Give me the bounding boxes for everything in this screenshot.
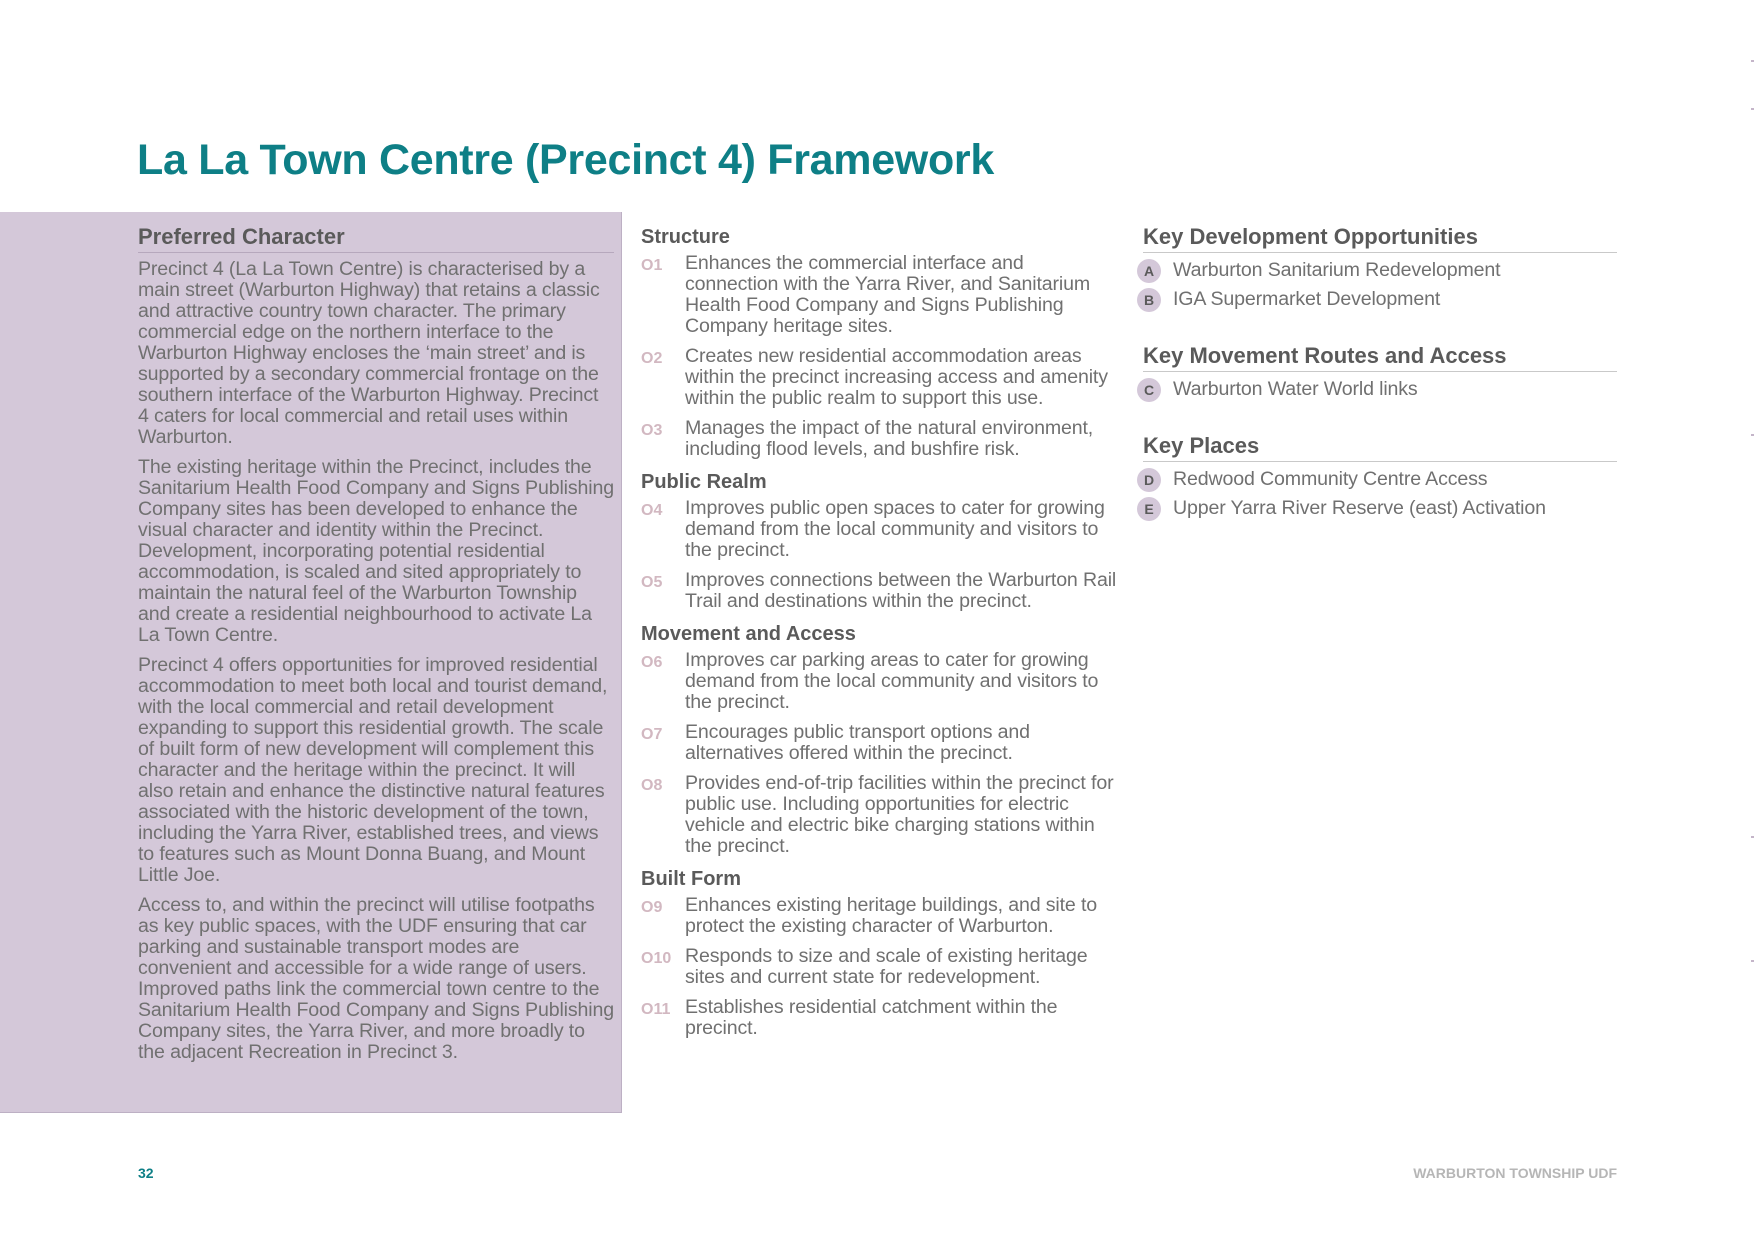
objective-text: Improves connections between the Warburton Rail Trail and destinations within the precinct. xyxy=(685,569,1117,612)
objectives-column xyxy=(641,224,1119,1048)
key-badge: D xyxy=(1137,468,1161,492)
page-number: 32 xyxy=(138,1165,154,1181)
objective-number: O6 xyxy=(641,654,663,671)
key-item xyxy=(1143,259,1617,282)
key-section-heading: Key Development Opportunities xyxy=(1143,224,1617,253)
objective-text: Establishes residential catchment within the precinct. xyxy=(685,996,1058,1039)
key-item-text: Warburton Sanitarium Redevelopment xyxy=(1173,259,1501,281)
objective-group-heading: Structure xyxy=(641,226,730,248)
key-badge: A xyxy=(1137,259,1161,283)
objective-item xyxy=(641,418,1119,460)
key-section-heading: Key Movement Routes and Access xyxy=(1143,343,1617,372)
objective-number: O9 xyxy=(641,899,663,916)
objective-text: Provides end-of-trip facilities within the precinct for public use. Including opportunities for electric vehicle and electric bike charging stations within the precinct. xyxy=(685,772,1114,857)
key-badge: C xyxy=(1137,378,1161,402)
objective-number: O7 xyxy=(641,726,663,743)
objective-number: O8 xyxy=(641,777,663,794)
key-item xyxy=(1143,288,1617,311)
preferred-character-heading: Preferred Character xyxy=(138,224,614,253)
objective-text: Responds to size and scale of existing heritage sites and current state for redevelopment. xyxy=(685,945,1088,988)
preferred-character-paragraph: Precinct 4 offers opportunities for improved residential accommodation to meet both local and tourist demand, with the local commercial and retail development expanding to support this residential growth. The scale of built form of new development will complement this character and the heritage within the precinct. It will also retain and enhance the distinctive natural features associated with the historic development of the town, including the Yarra River, established trees, and views to features such as Mount Donna Buang, and Mount Little Joe. xyxy=(138,654,608,886)
key-item-text: Upper Yarra River Reserve (east) Activation xyxy=(1173,497,1546,519)
key-section-heading: Key Places xyxy=(1143,433,1617,462)
key-elements-column xyxy=(1143,224,1617,552)
key-badge: E xyxy=(1137,497,1161,521)
objective-item xyxy=(641,895,1119,937)
objective-text: Improves public open spaces to cater for growing demand from the local community and visitors to the precinct. xyxy=(685,497,1105,561)
objective-number: O4 xyxy=(641,502,663,519)
objective-group-heading: Movement and Access xyxy=(641,623,856,645)
objective-item xyxy=(641,773,1119,857)
objective-text: Enhances the commercial interface and connection with the Yarra River, and Sanitarium Health Food Company and Signs Publishing Company heritage sites. xyxy=(685,252,1091,337)
objective-number: O11 xyxy=(641,1001,671,1018)
key-item xyxy=(1143,378,1617,401)
key-item-text: Warburton Water World links xyxy=(1173,378,1418,400)
preferred-character-paragraph: The existing heritage within the Precinct, includes the Sanitarium Health Food Company and Signs Publishing Company sites has been developed to enhance the visual character and identity within the Precinct. Development, incorporating potential residential accommodation, is scaled and sited appropriately to maintain the natural feel of the Warburton Township and create a residential neighbourhood to activate La La Town Centre. xyxy=(138,456,614,646)
objective-item xyxy=(641,997,1119,1039)
objective-item xyxy=(641,722,1119,764)
objective-group-heading: Built Form xyxy=(641,868,741,890)
preferred-character-paragraph: Precinct 4 (La La Town Centre) is characterised by a main street (Warburton Highway) that retains a classic and attractive country town character. The primary commercial edge on the northern interface to the Warburton Highway encloses the ‘main street’ and is supported by a secondary commercial frontage on the southern interface of the Warburton Highway. Precinct 4 caters for local commercial and retail uses within Warburton. xyxy=(138,258,600,448)
objective-group-heading: Public Realm xyxy=(641,471,767,493)
objective-item xyxy=(641,946,1119,988)
objective-item xyxy=(641,650,1119,713)
objective-text: Creates new residential accommodation areas within the precinct increasing access and amenity within the public realm to support this use. xyxy=(685,345,1108,409)
objective-text: Improves car parking areas to cater for growing demand from the local community and visitors to the precinct. xyxy=(685,649,1099,713)
preferred-character-paragraph: Access to, and within the precinct will utilise footpaths as key public spaces, with the UDF ensuring that car parking and sustainable transport modes are convenient and accessible for a wide range of users. Improved paths link the commercial town centre to the Sanitarium Health Food Company and Signs Publishing Company sites, the Yarra River, and more broadly to the adjacent Recreation in Precinct 3. xyxy=(138,894,614,1063)
key-item xyxy=(1143,468,1617,491)
objective-item xyxy=(641,498,1119,561)
objective-text: Encourages public transport options and alternatives offered within the precinct. xyxy=(685,721,1030,764)
preferred-character-section xyxy=(138,224,614,1072)
objective-number: O1 xyxy=(641,257,663,274)
objective-item xyxy=(641,570,1119,612)
objective-item xyxy=(641,346,1119,409)
key-movement-routes xyxy=(1143,343,1617,401)
objective-number: O3 xyxy=(641,422,663,439)
key-item-text: IGA Supermarket Development xyxy=(1173,288,1441,310)
key-badge: B xyxy=(1137,288,1161,312)
objective-text: Manages the impact of the natural environment, including flood levels, and bushfire risk. xyxy=(685,417,1094,460)
objective-text: Enhances existing heritage buildings, and site to protect the existing character of Warburton. xyxy=(685,894,1098,937)
objective-number: O5 xyxy=(641,574,663,591)
key-development-opportunities xyxy=(1143,224,1617,311)
key-item xyxy=(1143,497,1617,520)
objective-number: O2 xyxy=(641,350,663,367)
footer-document-title: WARBURTON TOWNSHIP UDF xyxy=(1413,1165,1617,1181)
page-title: La La Town Centre (Precinct 4) Framework xyxy=(137,136,994,184)
key-item-text: Redwood Community Centre Access xyxy=(1173,468,1488,490)
objective-number: O10 xyxy=(641,950,672,967)
key-places xyxy=(1143,433,1617,520)
objective-item xyxy=(641,253,1119,337)
